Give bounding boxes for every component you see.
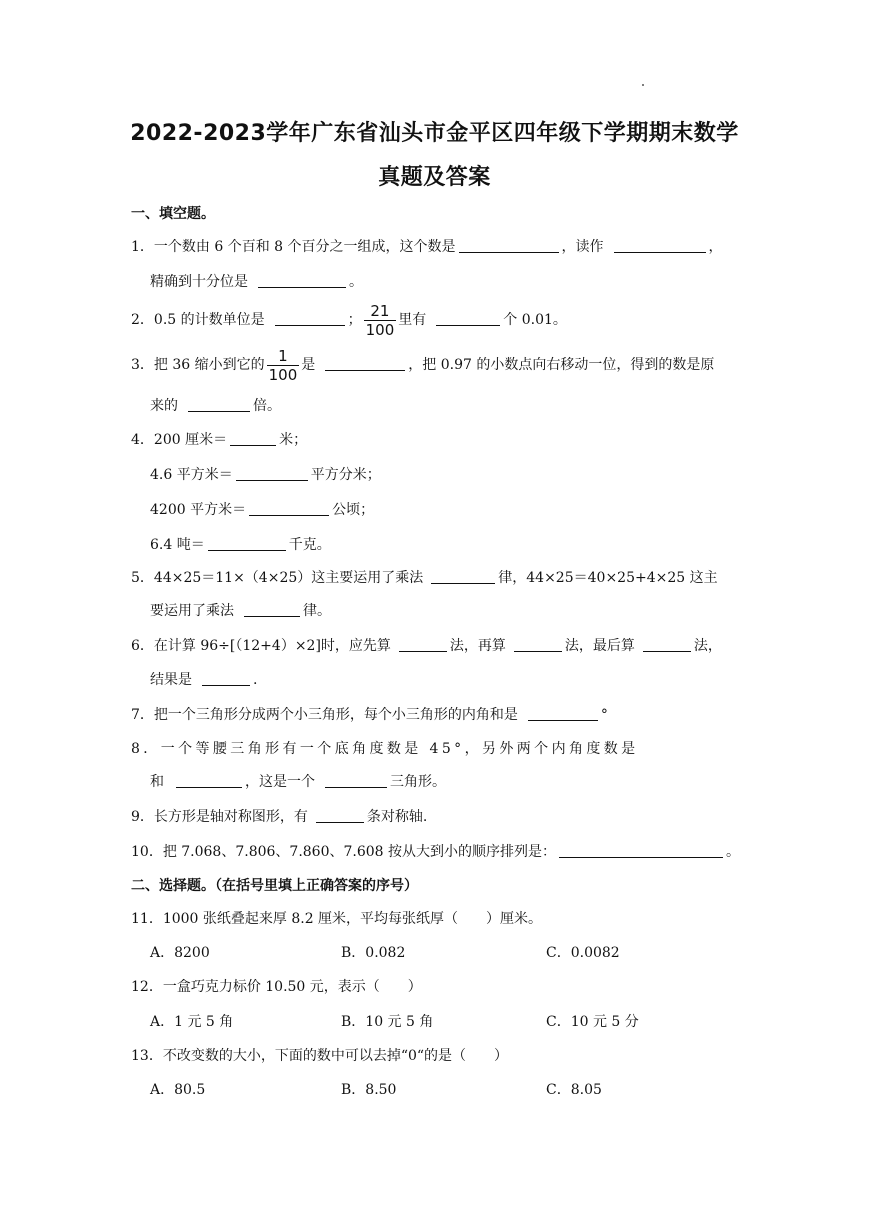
answer-blank[interactable] (614, 238, 706, 253)
question-11: 11．1000 张纸叠起来厚 8.2 厘米，平均每张纸厚（ ）厘米。 (131, 911, 543, 927)
question-12: 12．一盒巧克力标价 10.50 元，表示（ ） (131, 979, 422, 995)
question-4: 4．200 厘米＝ 米； (131, 432, 308, 448)
question-4-line2: 4.6 平方米＝ 平方分米； (150, 467, 381, 483)
option-a[interactable]: A．8200 (150, 945, 210, 961)
question-3-cont: 来的 倍。 (150, 398, 281, 414)
answer-blank[interactable] (208, 536, 286, 551)
question-5: 5．44×25＝11×（4×25）这主要运用了乘法 律，44×25＝40×25+4×25 这主 (131, 570, 718, 586)
question-6: 6．在计算 96÷[（12+4）×2]时，应先算 法，再算 法，最后算 法， (131, 638, 722, 654)
question-4-line4: 6.4 吨＝ 千克。 (150, 537, 331, 553)
answer-blank[interactable] (244, 602, 300, 617)
answer-blank[interactable] (236, 466, 308, 481)
answer-blank[interactable] (275, 311, 345, 326)
question-7: 7．把一个三角形分成两个小三角形，每个小三角形的内角和是 ° (131, 707, 608, 723)
answer-blank[interactable] (459, 238, 559, 253)
fraction-21-100: $\frac{21}{100}$ (365, 301, 395, 339)
question-13: 13．不改变数的大小，下面的数中可以去掉“0“的是（ ） (131, 1048, 509, 1064)
page-title-line2: 真题及答案 (378, 165, 491, 190)
answer-blank[interactable] (528, 706, 598, 721)
answer-blank[interactable] (431, 569, 495, 584)
answer-blank[interactable] (249, 501, 329, 516)
question-9: 9．长方形是轴对称图形，有 条对称轴. (131, 809, 428, 825)
corner-dot (642, 84, 644, 86)
question-4-line3: 4200 平方米＝ 公顷； (150, 502, 375, 518)
answer-blank[interactable] (514, 637, 562, 652)
option-b[interactable]: B．0.082 (341, 945, 406, 961)
answer-blank[interactable] (643, 637, 691, 652)
question-1-cont: 精确到十分位是 。 (150, 274, 363, 290)
page-title: 2022-2023学年广东省汕头市金平区四年级下学期期末数学 (130, 121, 739, 146)
answer-blank[interactable] (188, 397, 250, 412)
answer-blank[interactable] (399, 637, 447, 652)
question-1: 1．一个数由 6 个百和 8 个百分之一组成，这个数是 ，读作 ， (131, 239, 723, 255)
question-10: 10．把 7.068、7.806、7.860、7.608 按从大到小的顺序排列是： 。 (131, 844, 741, 860)
answer-blank[interactable] (258, 273, 346, 288)
option-c[interactable]: C．0.0082 (546, 945, 620, 961)
question-2: 2．0.5 的计数单位是 ； $\frac{21}{100}$ 里有 个 0.01。 (131, 301, 567, 339)
question-5-cont: 要运用了乘法 律。 (150, 603, 331, 619)
question-3: 3．把 36 缩小到它的 $\frac{1}{100}$ 是 ，把 0.97 的小数点向右移动一位，得到的数是原 (131, 346, 715, 384)
question-6-cont: 结果是 . (150, 672, 258, 688)
answer-blank[interactable] (316, 808, 364, 823)
option-b[interactable]: B．8.50 (341, 1082, 397, 1098)
answer-blank[interactable] (325, 356, 405, 371)
option-c[interactable]: C．8.05 (546, 1082, 602, 1098)
answer-blank[interactable] (202, 671, 250, 686)
question-8-cont: 和 ，这是一个 三角形。 (150, 774, 446, 790)
option-a[interactable]: A．80.5 (150, 1082, 206, 1098)
answer-blank[interactable] (559, 843, 723, 858)
answer-blank[interactable] (176, 773, 242, 788)
option-c[interactable]: C．10 元 5 分 (546, 1014, 639, 1030)
fraction-1-100: $\frac{1}{100}$ (268, 346, 298, 384)
section1-heading: 一、填空题。 (131, 206, 215, 222)
section2-heading: 二、选择题。（在括号里填上正确答案的序号） (131, 878, 418, 894)
option-a[interactable]: A．1 元 5 角 (150, 1014, 234, 1030)
option-b[interactable]: B．10 元 5 角 (341, 1014, 434, 1030)
question-8: 8．一个等腰三角形有一个底角度数是 45°，另外两个内角度数是 (131, 741, 639, 757)
answer-blank[interactable] (230, 431, 276, 446)
answer-blank[interactable] (436, 311, 500, 326)
answer-blank[interactable] (325, 773, 387, 788)
